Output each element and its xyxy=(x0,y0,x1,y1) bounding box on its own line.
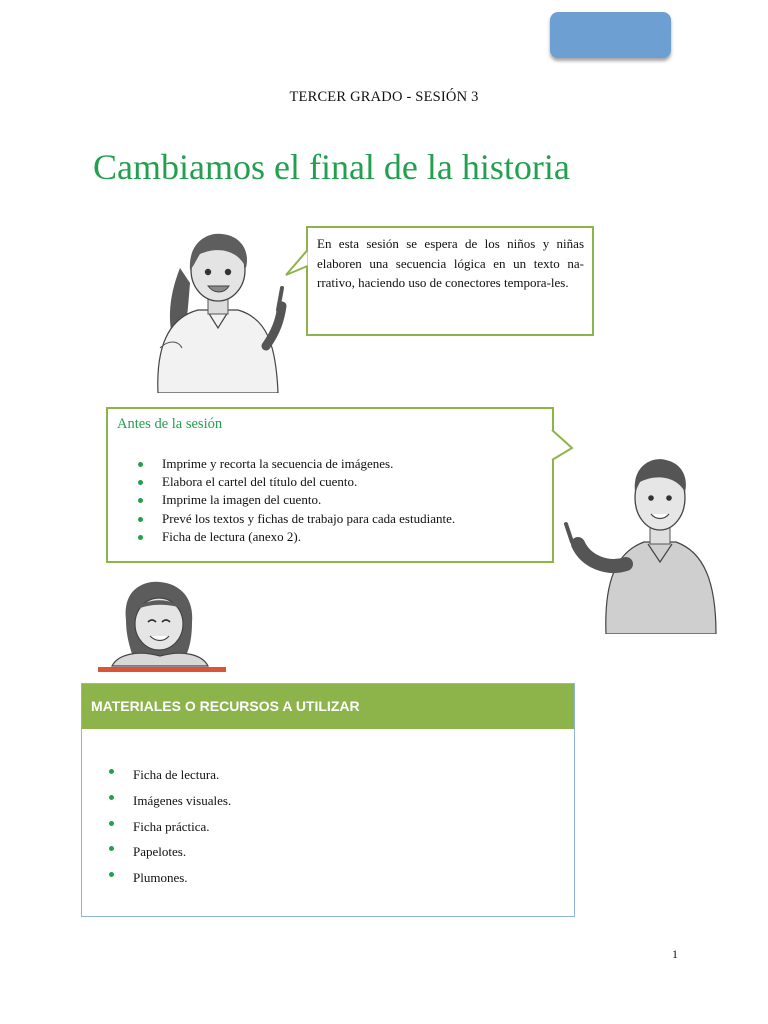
materials-box xyxy=(81,683,575,917)
materials-list xyxy=(109,762,231,891)
before-session-list xyxy=(138,455,455,546)
bubble-tail xyxy=(285,248,309,278)
list-item: Plumones. xyxy=(109,865,231,891)
page-title: Cambiamos el final de la historia xyxy=(93,147,570,187)
list-item: Imprime y recorta la secuencia de imágenes. xyxy=(138,455,455,473)
objective-text: En esta sesión se espera de los niños y niñas elaboren una secuencia lógica en un texto na-rrativo, haciendo uso de conectores tempora-les. xyxy=(317,236,584,290)
girl-illustration xyxy=(138,228,298,393)
list-item: Papelotes. xyxy=(109,839,231,865)
list-item: Elabora el cartel del título del cuento. xyxy=(138,473,455,491)
child-illustration xyxy=(98,580,226,674)
grade-session-header: TERCER GRADO - SESIÓN 3 xyxy=(289,89,479,105)
list-item: Imágenes visuales. xyxy=(109,788,231,814)
page-number: 1 xyxy=(672,947,678,961)
list-item: Ficha de lectura. xyxy=(109,762,231,788)
teacher-illustration xyxy=(556,452,722,634)
list-item: Ficha práctica. xyxy=(109,814,231,840)
objective-speech-bubble xyxy=(306,226,594,336)
list-item: Ficha de lectura (anexo 2). xyxy=(138,528,455,546)
top-tab-decoration xyxy=(550,12,671,58)
list-item: Prevé los textos y fichas de trabajo para cada estudiante. xyxy=(138,510,455,528)
before-session-heading: Antes de la sesión xyxy=(117,416,223,432)
list-item: Imprime la imagen del cuento. xyxy=(138,491,455,509)
before-session-box xyxy=(106,407,554,563)
materials-heading: MATERIALES O RECURSOS A UTILIZAR xyxy=(82,684,574,729)
